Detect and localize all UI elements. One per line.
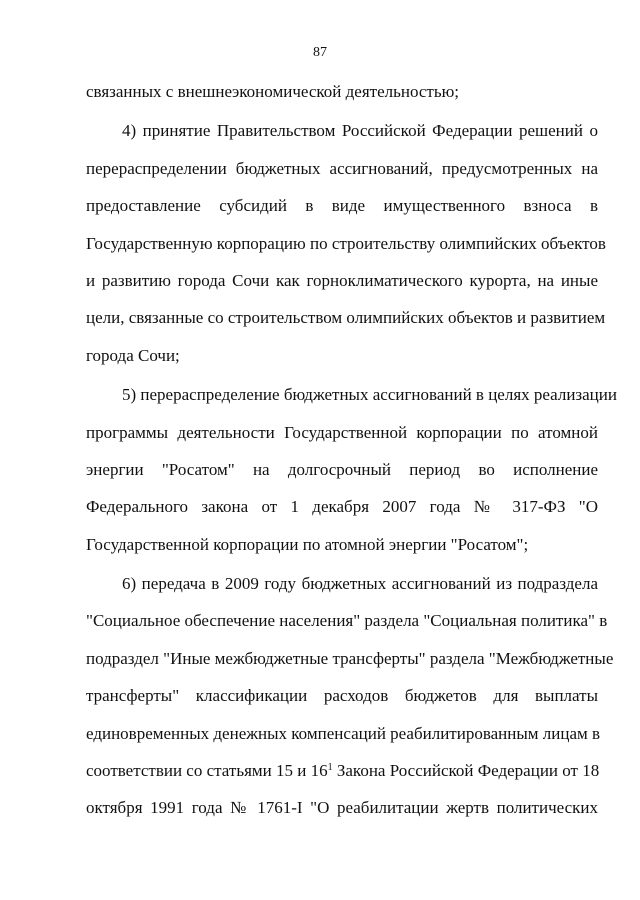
text-segment: Закона Российской Федерации от 18 [332, 761, 600, 781]
superscript: 1 [327, 762, 333, 774]
paragraph-5-line: Федерального закона от 1 декабря 2007 года № 317-ФЗ "О [86, 497, 598, 517]
paragraph-6-line [86, 760, 598, 797]
text-line: связанных с внешнеэкономической деятельностью; [86, 82, 460, 101]
paragraph-4-line: перераспределении бюджетных ассигнований, предусмотренных на [86, 158, 598, 178]
paragraph-6-line: 6) передача в 2009 году бюджетных ассигнований из подраздела [122, 574, 598, 594]
paragraph-5-line: Государственной корпорации по атомной энергии "Росатом"; [86, 534, 529, 554]
paragraph-4-line: и развитию города Сочи как горноклиматического курорта, на иные [86, 270, 598, 290]
text-segment: соответствии со статьями 15 и 16 [86, 761, 328, 781]
paragraph-5-line: программы деятельности Государственной корпорации по атомной [86, 422, 598, 442]
paragraph-4-line: 4) принятие Правительством Российской Федерации решений о [122, 121, 598, 141]
paragraph-6-line: октября 1991 года № 1761-I "О реабилитации жертв политических [86, 798, 598, 818]
document-body [86, 81, 617, 835]
paragraph-6-line: единовременных денежных компенсаций реабилитированным лицам в [86, 723, 601, 743]
page-number: 87 [313, 45, 327, 60]
paragraph-5-line: 5) перераспределение бюджетных ассигнований в целях реализации [122, 385, 617, 405]
paragraph-4-line: предоставление субсидий в виде имущественного взноса в [86, 196, 598, 216]
paragraph-6-line: трансферты" классификации расходов бюджетов для выплаты [86, 686, 598, 706]
paragraph-5-line: энергии "Росатом" на долгосрочный период во исполнение [86, 459, 598, 479]
paragraph-4-line: города Сочи; [86, 345, 180, 365]
paragraph-6-line: "Социальное обеспечение населения" раздела "Социальная политика" в [86, 611, 608, 631]
paragraph-4-line: Государственную корпорацию по строительству олимпийских объектов [86, 233, 606, 253]
paragraph-6-line: подраздел "Иные межбюджетные трансферты" раздела "Межбюджетные [86, 648, 614, 668]
paragraph-4-line: цели, связанные со строительством олимпийских объектов и развитием [86, 308, 606, 328]
